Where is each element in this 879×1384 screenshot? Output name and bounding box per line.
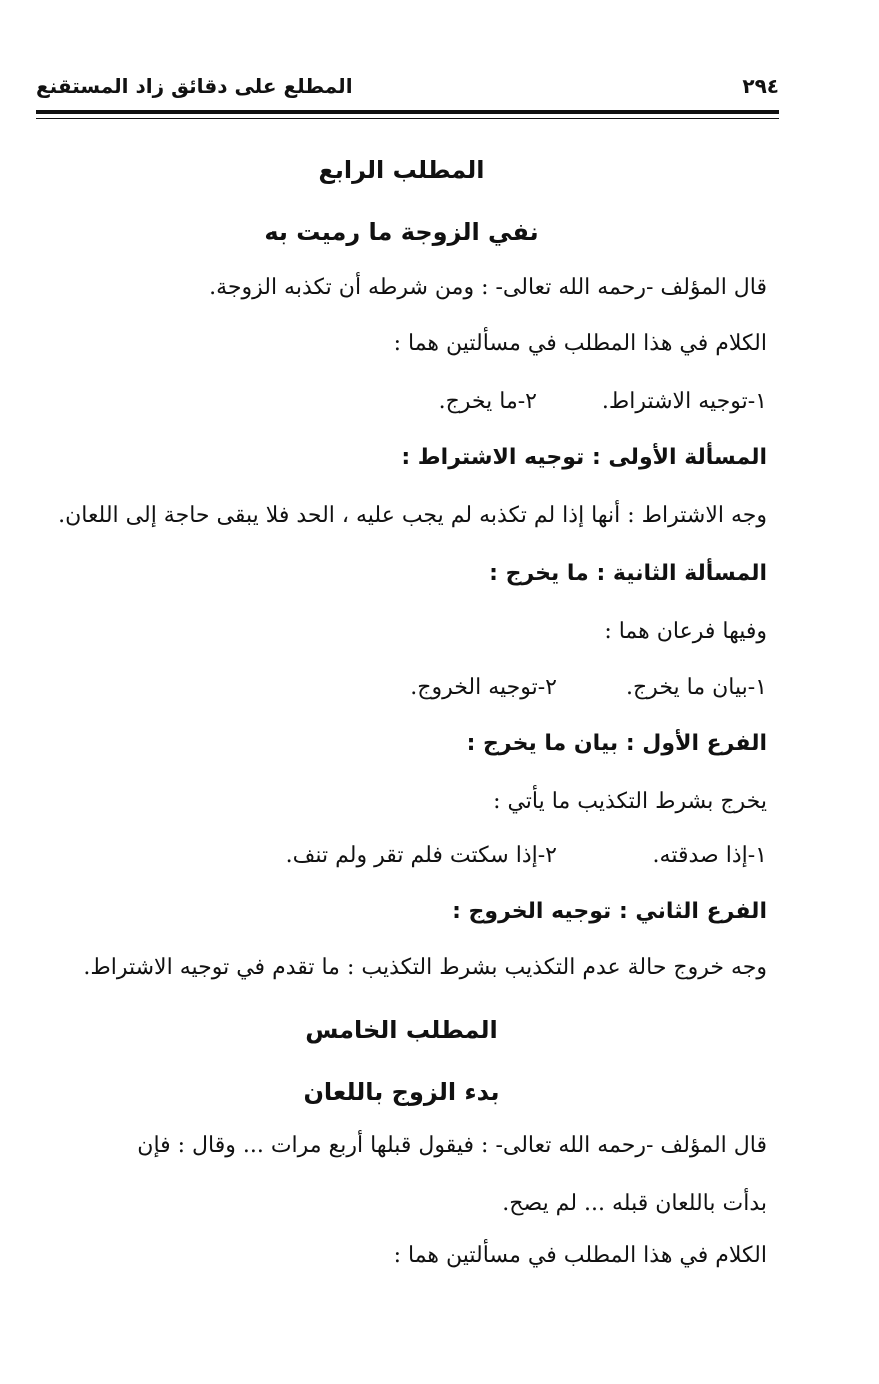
issue1-text: وجه الاشتراط : أنها إذا لم تكذبه لم يجب عليه ، الحد فلا يبقى حاجة إلى اللعان. xyxy=(58,503,767,528)
branch2-heading: الفرع الثاني : توجيه الخروج : xyxy=(452,899,767,924)
section-subtitle: نفي الزوجة ما رميت به xyxy=(264,218,539,246)
author-quote: قال المؤلف -رحمه الله تعالى- : ومن شرطه أن تكذبه الزوجة. xyxy=(209,275,767,300)
list-item: ٢-توجيه الخروج. xyxy=(410,675,557,700)
page-number: ٢٩٤ xyxy=(742,74,779,98)
intro-text: الكلام في هذا المطلب في مسألتين هما : xyxy=(393,331,767,356)
section5-title: المطلب الخامس xyxy=(305,1016,498,1044)
branch1-intro: يخرج بشرط التكذيب ما يأتي : xyxy=(493,789,767,814)
list-item: ٢-إذا سكتت فلم تقر ولم تنف. xyxy=(285,843,557,868)
branch1-list xyxy=(36,840,767,872)
list-item: ١-توجيه الاشتراط. xyxy=(601,389,767,414)
branch1-heading: الفرع الأول : بيان ما يخرج : xyxy=(466,731,767,756)
running-title: المطلع على دقائق زاد المستقنع xyxy=(36,74,353,98)
issues-list xyxy=(36,386,767,418)
list-item: ٢-ما يخرج. xyxy=(438,389,537,414)
issue1-heading: المسألة الأولى : توجيه الاشتراط : xyxy=(401,445,767,470)
section5-subtitle: بدء الزوج باللعان xyxy=(303,1078,500,1106)
section5-quote-line1: قال المؤلف -رحمه الله تعالى- : فيقول قبلها أربع مرات ... وقال : فإن xyxy=(137,1133,767,1158)
branches-list xyxy=(36,672,767,704)
page-body xyxy=(36,0,767,1384)
section-title: المطلب الرابع xyxy=(318,156,485,184)
issue2-intro: وفيها فرعان هما : xyxy=(604,619,767,644)
list-item: ١-بيان ما يخرج. xyxy=(625,675,767,700)
list-item: ١-إذا صدقته. xyxy=(652,843,767,868)
section5-intro: الكلام في هذا المطلب في مسألتين هما : xyxy=(393,1243,767,1268)
branch2-text: وجه خروج حالة عدم التكذيب بشرط التكذيب : ما تقدم في توجيه الاشتراط. xyxy=(83,955,767,980)
section5-quote-line2: بدأت باللعان قبله ... لم يصح. xyxy=(502,1191,767,1216)
issue2-heading: المسألة الثانية : ما يخرج : xyxy=(489,561,767,586)
